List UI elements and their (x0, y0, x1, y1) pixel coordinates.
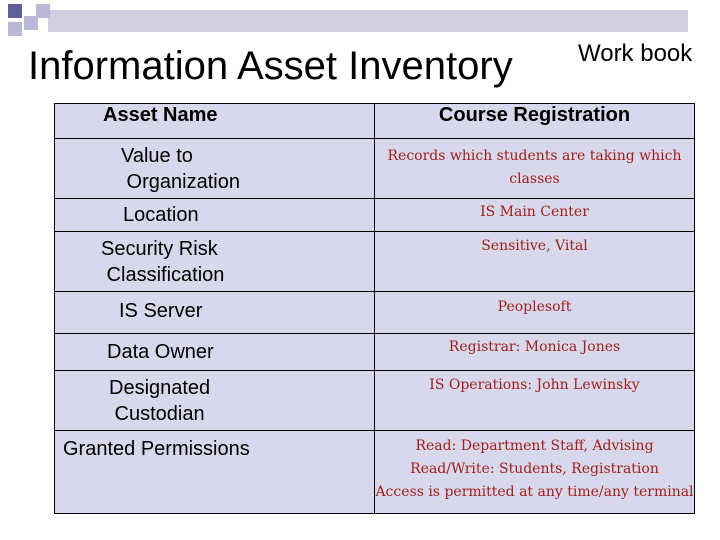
row-label-cell (55, 334, 375, 371)
asset-inventory-table (54, 103, 695, 514)
header-value-cell (375, 104, 695, 139)
row-label: Location (123, 204, 199, 226)
row-label-cell (55, 371, 375, 431)
row-label: IS Server (119, 300, 203, 322)
header-bar (48, 10, 688, 32)
row-value-cell (375, 139, 695, 199)
row-value-cell (375, 371, 695, 431)
row-value-cell (375, 431, 695, 514)
table-row (55, 371, 695, 431)
row-value: IS Main Center (480, 204, 589, 220)
row-value: Records which students are taking which classes (387, 148, 682, 187)
decor-square (24, 16, 38, 30)
row-value-line: Access is permitted at any time/any terminal (375, 484, 694, 500)
row-label-cell (55, 292, 375, 334)
row-value: IS Operations: John Lewinsky (429, 377, 640, 393)
row-value-cell (375, 292, 695, 334)
table-row (55, 199, 695, 232)
row-value-cell (375, 334, 695, 371)
row-value-cell (375, 232, 695, 292)
table-row (55, 292, 695, 334)
header-value: Course Registration (438, 104, 631, 126)
row-value-cell (375, 199, 695, 232)
decor-square (36, 4, 50, 18)
table-row (55, 334, 695, 371)
row-label-cell (55, 139, 375, 199)
header-label: Asset Name (103, 104, 218, 126)
row-label: Granted Permissions (63, 438, 250, 460)
header-label-cell (55, 104, 375, 139)
row-label: Designated Custodian (109, 377, 211, 425)
table-row (55, 431, 695, 514)
table-header-row (55, 104, 695, 139)
row-value-line: Read: Department Staff, Advising (415, 438, 654, 454)
row-value: Peoplesoft (497, 299, 572, 315)
row-label: Data Owner (107, 341, 214, 363)
row-value-line: Read/Write: Students, Registration (410, 461, 659, 477)
decor-square (8, 4, 22, 18)
row-label-cell (55, 431, 375, 514)
table-row (55, 232, 695, 292)
decor-square (8, 22, 22, 36)
row-label-cell (55, 232, 375, 292)
row-label: Security Risk Classification (101, 238, 225, 286)
page-title: Information Asset Inventory (28, 44, 513, 88)
row-label-cell (55, 199, 375, 232)
page-title-tail: Work book (578, 40, 693, 67)
row-value: Sensitive, Vital (481, 238, 588, 254)
row-label: Value to Organization (121, 145, 240, 193)
row-value: Registrar: Monica Jones (448, 339, 621, 355)
table-row (55, 139, 695, 199)
